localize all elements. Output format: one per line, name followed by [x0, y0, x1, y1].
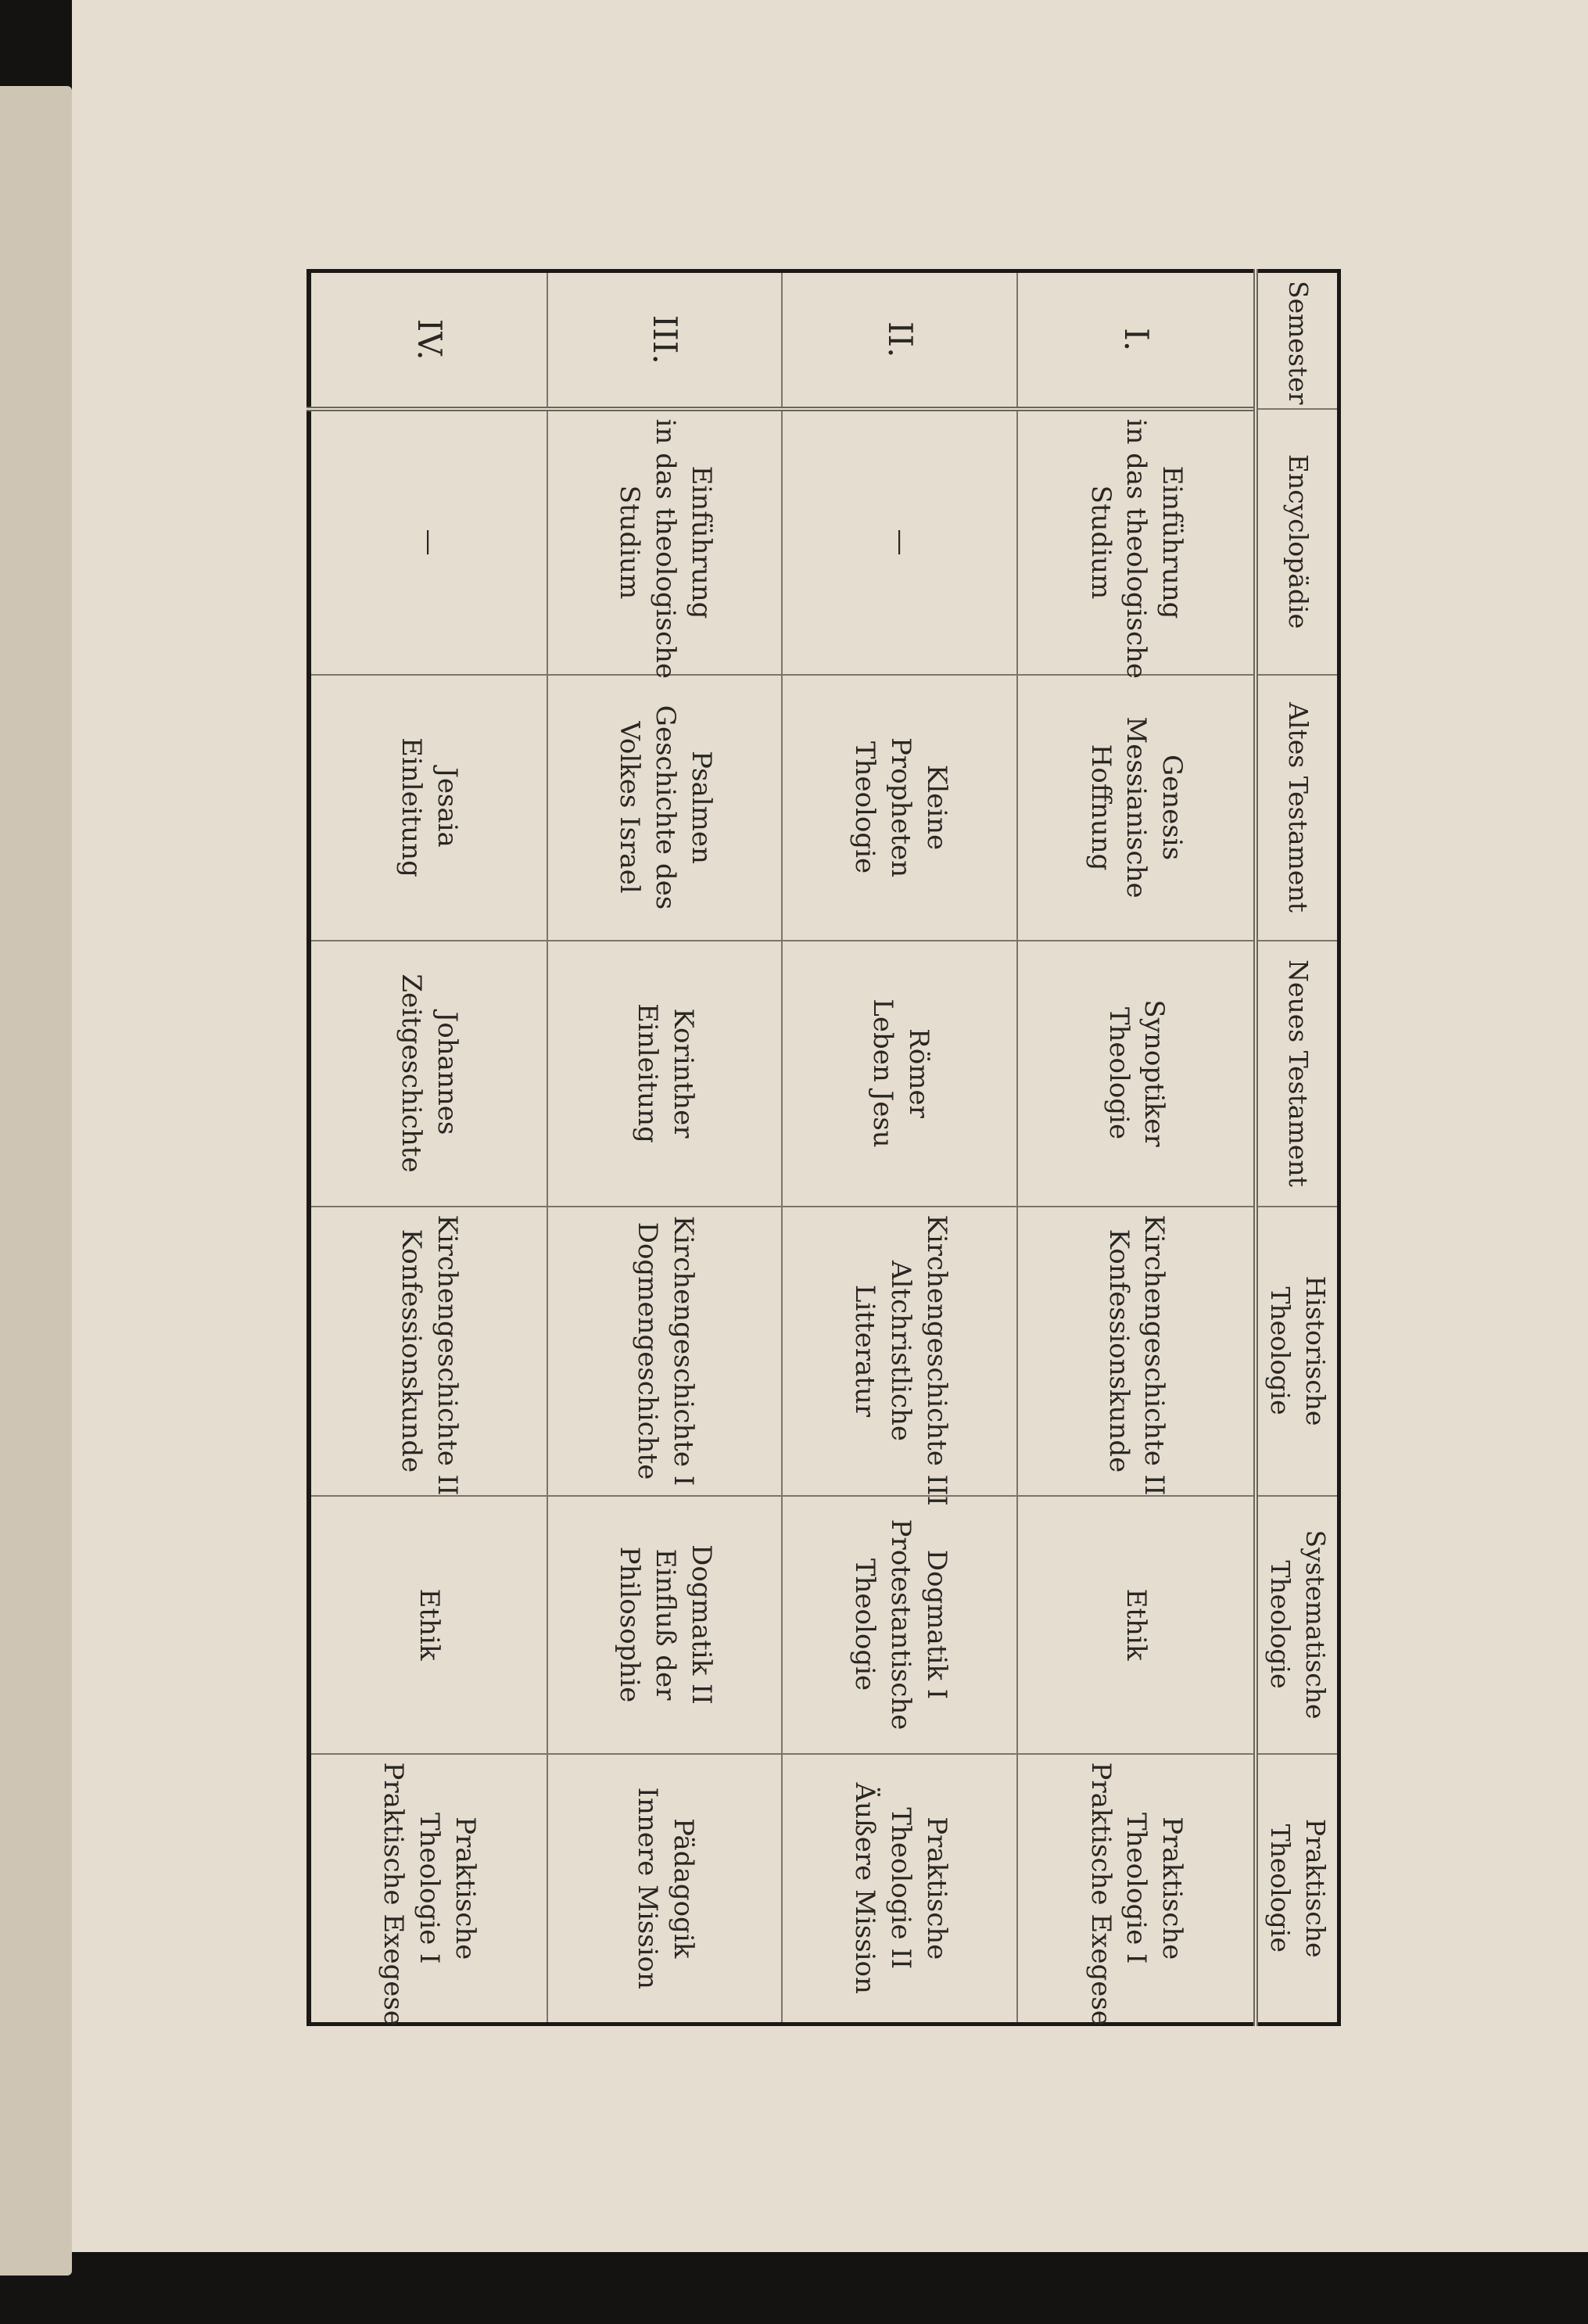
praktische-cell	[309, 1754, 547, 2025]
header-row	[1256, 271, 1339, 2025]
semester-label: II.	[881, 321, 920, 358]
cell-line: Jesaia	[432, 767, 464, 848]
cell-line: Praktische	[450, 1817, 482, 1960]
table-row	[1017, 271, 1256, 2025]
historische-cell	[782, 1207, 1017, 1506]
cell-line: Konfessionskunde	[396, 1228, 428, 1473]
cell-line: Ethik	[1120, 1588, 1152, 1661]
cell-line: Einleitung	[632, 1003, 664, 1143]
cell-line: Theologie	[848, 741, 880, 874]
cell-line: Theologie I	[414, 1812, 446, 1964]
neues-testament-cell	[1017, 941, 1256, 1207]
semester-label: I.	[1117, 328, 1156, 352]
systematische-cell	[547, 1496, 783, 1754]
book-page	[72, 0, 1588, 2252]
systematische-cell	[309, 1496, 547, 1754]
historische-cell	[1017, 1207, 1256, 1496]
cell-line: Kirchengeschichte II	[1138, 1214, 1170, 1496]
header-systematische-theologie: Systematische Theologie	[1256, 1496, 1339, 1754]
cell-line: Theologie	[848, 1558, 880, 1691]
cell-line: Einfluß der	[650, 1548, 682, 1701]
cell-line: Innere Mission	[632, 1787, 664, 1989]
cell-line: Theologie I	[1120, 1812, 1152, 1964]
cell-line: Einleitung	[396, 737, 428, 877]
semester-label: III.	[646, 314, 685, 364]
cell-line: Volkes Israel	[614, 721, 646, 894]
cell-line: Leben Jesu	[866, 999, 898, 1148]
encyclopaedie-cell	[309, 409, 547, 675]
cell-line: Pädagogik	[668, 1818, 699, 1959]
cell-line: Protestantische	[884, 1519, 916, 1730]
cell-line: Einführung	[685, 465, 717, 619]
cell-line: Theologie II	[884, 1807, 916, 1970]
altes-testament-cell	[547, 675, 783, 941]
previous-page-edge	[0, 86, 72, 2276]
historische-cell	[309, 1207, 547, 1496]
rotated-table-container	[306, 269, 1341, 2026]
encyclopaedie-cell	[782, 409, 1017, 675]
semester-cell	[547, 271, 783, 409]
cell-line: Theologie	[1102, 1006, 1135, 1140]
cell-line: in das theologische	[650, 418, 682, 680]
cell-line: Genesis	[1156, 754, 1188, 861]
header-historische-theologie: Historische Theologie	[1256, 1207, 1339, 1496]
altes-testament-cell	[782, 675, 1017, 941]
header-neues-testament: Neues Testament	[1256, 941, 1339, 1207]
header-praktische-theologie: Praktische Theologie	[1256, 1754, 1339, 2025]
encyclopaedie-cell	[1017, 409, 1256, 680]
cell-line: Kirchengeschichte I	[668, 1215, 699, 1487]
cell-line: Praktische	[920, 1817, 952, 1960]
table-row	[547, 271, 783, 2025]
systematische-cell	[782, 1496, 1017, 1754]
cell-line: Ethik	[414, 1588, 446, 1661]
header-altes-testament: Altes Testament	[1256, 675, 1339, 941]
cell-line: Dogmengeschichte	[632, 1221, 664, 1480]
praktische-cell	[782, 1754, 1017, 2025]
cell-line: Praktische Exegese	[1084, 1762, 1117, 2026]
table-row	[782, 271, 1017, 2025]
cell-line: Psalmen	[685, 751, 717, 864]
cell-line: —	[414, 529, 446, 556]
cell-line: Dogmatik I	[920, 1549, 952, 1700]
semester-cell	[309, 271, 547, 409]
table-body	[309, 271, 1256, 2025]
cell-line: Einführung	[1156, 465, 1188, 619]
cell-line: Geschichte des	[650, 705, 682, 910]
cell-line: Zeitgeschichte	[396, 974, 428, 1173]
table-row	[309, 271, 547, 2025]
semester-label: IV.	[410, 318, 449, 360]
historische-cell	[547, 1207, 783, 1496]
cell-line: Römer	[902, 1028, 934, 1118]
cell-line: Messianische	[1120, 716, 1152, 898]
header-semester: Semester	[1256, 271, 1339, 409]
neues-testament-cell	[309, 941, 547, 1207]
cell-line: Johannes	[432, 1011, 464, 1135]
cell-line: in das theologische	[1120, 418, 1152, 680]
cell-line: Philosophie	[614, 1546, 646, 1703]
altes-testament-cell	[1017, 675, 1256, 941]
cell-line: Praktische Exegese	[378, 1762, 410, 2026]
systematische-cell	[1017, 1496, 1256, 1754]
semester-cell	[1017, 271, 1256, 409]
cell-line: Kleine	[920, 764, 952, 851]
semester-schedule-table	[306, 269, 1341, 2026]
cell-line: Synoptiker	[1138, 999, 1170, 1147]
cell-line: Propheten	[884, 737, 916, 878]
semester-cell	[782, 271, 1017, 409]
cell-line: Kirchengeschichte II	[432, 1214, 464, 1496]
encyclopaedie-cell	[547, 409, 783, 680]
praktische-cell	[547, 1754, 783, 2025]
altes-testament-cell	[309, 675, 547, 941]
header-encyclopaedie: Encyclopädie	[1256, 409, 1339, 675]
neues-testament-cell	[782, 941, 1017, 1207]
cell-line: Äußere Mission	[848, 1782, 880, 1994]
cell-line: Altchristliche	[884, 1260, 916, 1442]
cell-line: Kirchengeschichte III	[920, 1214, 952, 1506]
cell-line: Korinther	[668, 1008, 699, 1139]
cell-line: Hoffnung	[1084, 744, 1117, 871]
cell-line: Studium	[614, 485, 646, 600]
cell-line: Litteratur	[848, 1284, 880, 1418]
cell-line: Studium	[1084, 485, 1117, 600]
cell-line: Dogmatik II	[685, 1544, 717, 1705]
neues-testament-cell	[547, 941, 783, 1207]
cell-line: Praktische	[1156, 1817, 1188, 1960]
cell-line: Konfessionskunde	[1102, 1228, 1135, 1473]
praktische-cell	[1017, 1754, 1256, 2025]
cell-line: —	[884, 529, 916, 556]
